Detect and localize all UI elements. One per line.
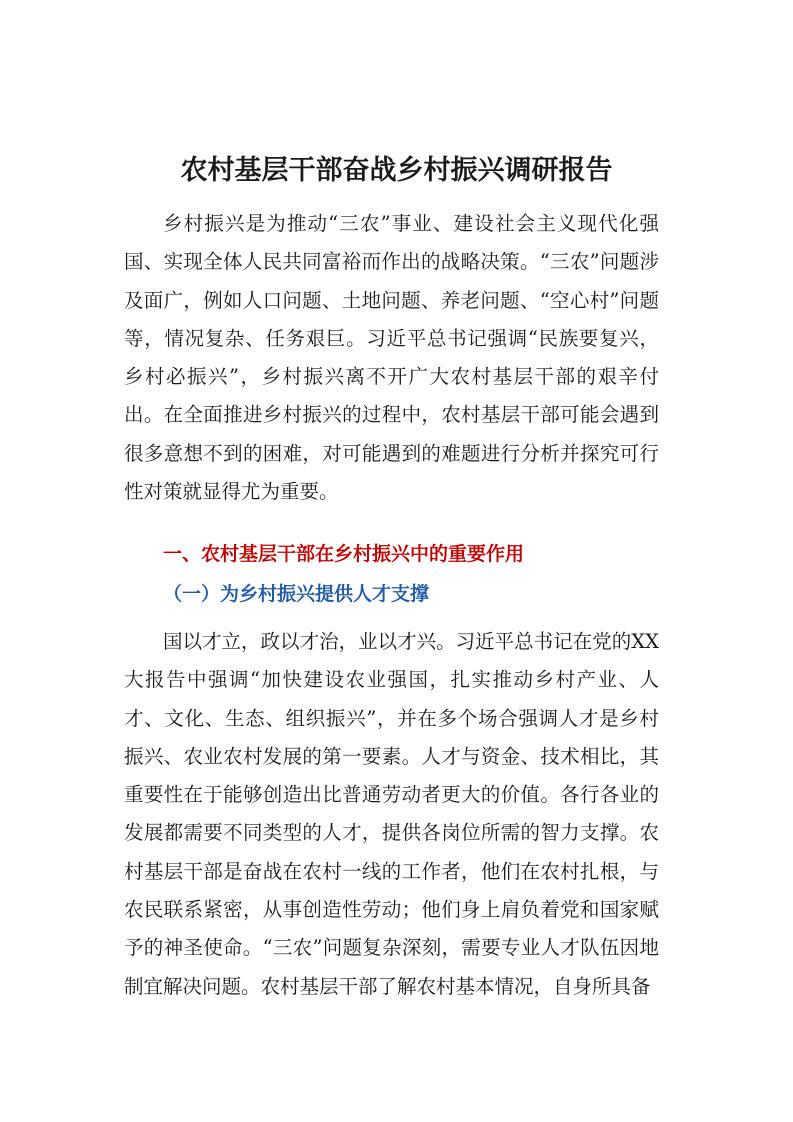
document-title: 农村基层干部奋战乡村振兴调研报告	[180, 155, 613, 187]
section-heading-1: 一、农村基层干部在乡村振兴中的重要作用	[163, 543, 525, 565]
paragraph-intro: 乡村振兴是为推动“三农”事业、建设社会主义现代化强国、实现全体人民共同富裕而作出的战略决策。“三农”问题涉及面广，例如人口问题、土地问题、养老问题、“空心村”问题等，情况复杂、任务艰巨。习近平总书记强调“民族要复兴，乡村必振兴”，乡村振兴离不开广大农村基层干部的艰辛付出。在全面推进乡村振兴的过程中，农村基层干部可能会遇到很多意想不到的困难，对可能遇到的难题进行分析并探究可行性对策就显得尤为重要。	[124, 212, 659, 504]
paragraph-talent: 国以才立，政以才治，业以才兴。习近平总书记在党的XX大报告中强调“加快建设农业强国，扎实推动乡村产业、人才、文化、生态、组织振兴”，并在多个场合强调人才是乡村振兴、农业农村发展的第一要素。人才与资金、技术相比，其重要性在于能够创造出比普通劳动者更大的价值。各行各业的发展都需要不同类型的人才，提供各岗位所需的智力支撑。农村基层干部是奋战在农村一线的工作者，他们在农村扎根，与农民联系紧密，从事创造性劳动；他们身上肩负着党和国家赋予的神圣使命。“三农”问题复杂深刻，需要专业人才队伍因地制宜解决问题。农村基层干部了解农村基本情况，自身所具备	[124, 630, 659, 998]
subsection-heading-1-1: （一）为乡村振兴提供人才支撑	[163, 583, 430, 605]
